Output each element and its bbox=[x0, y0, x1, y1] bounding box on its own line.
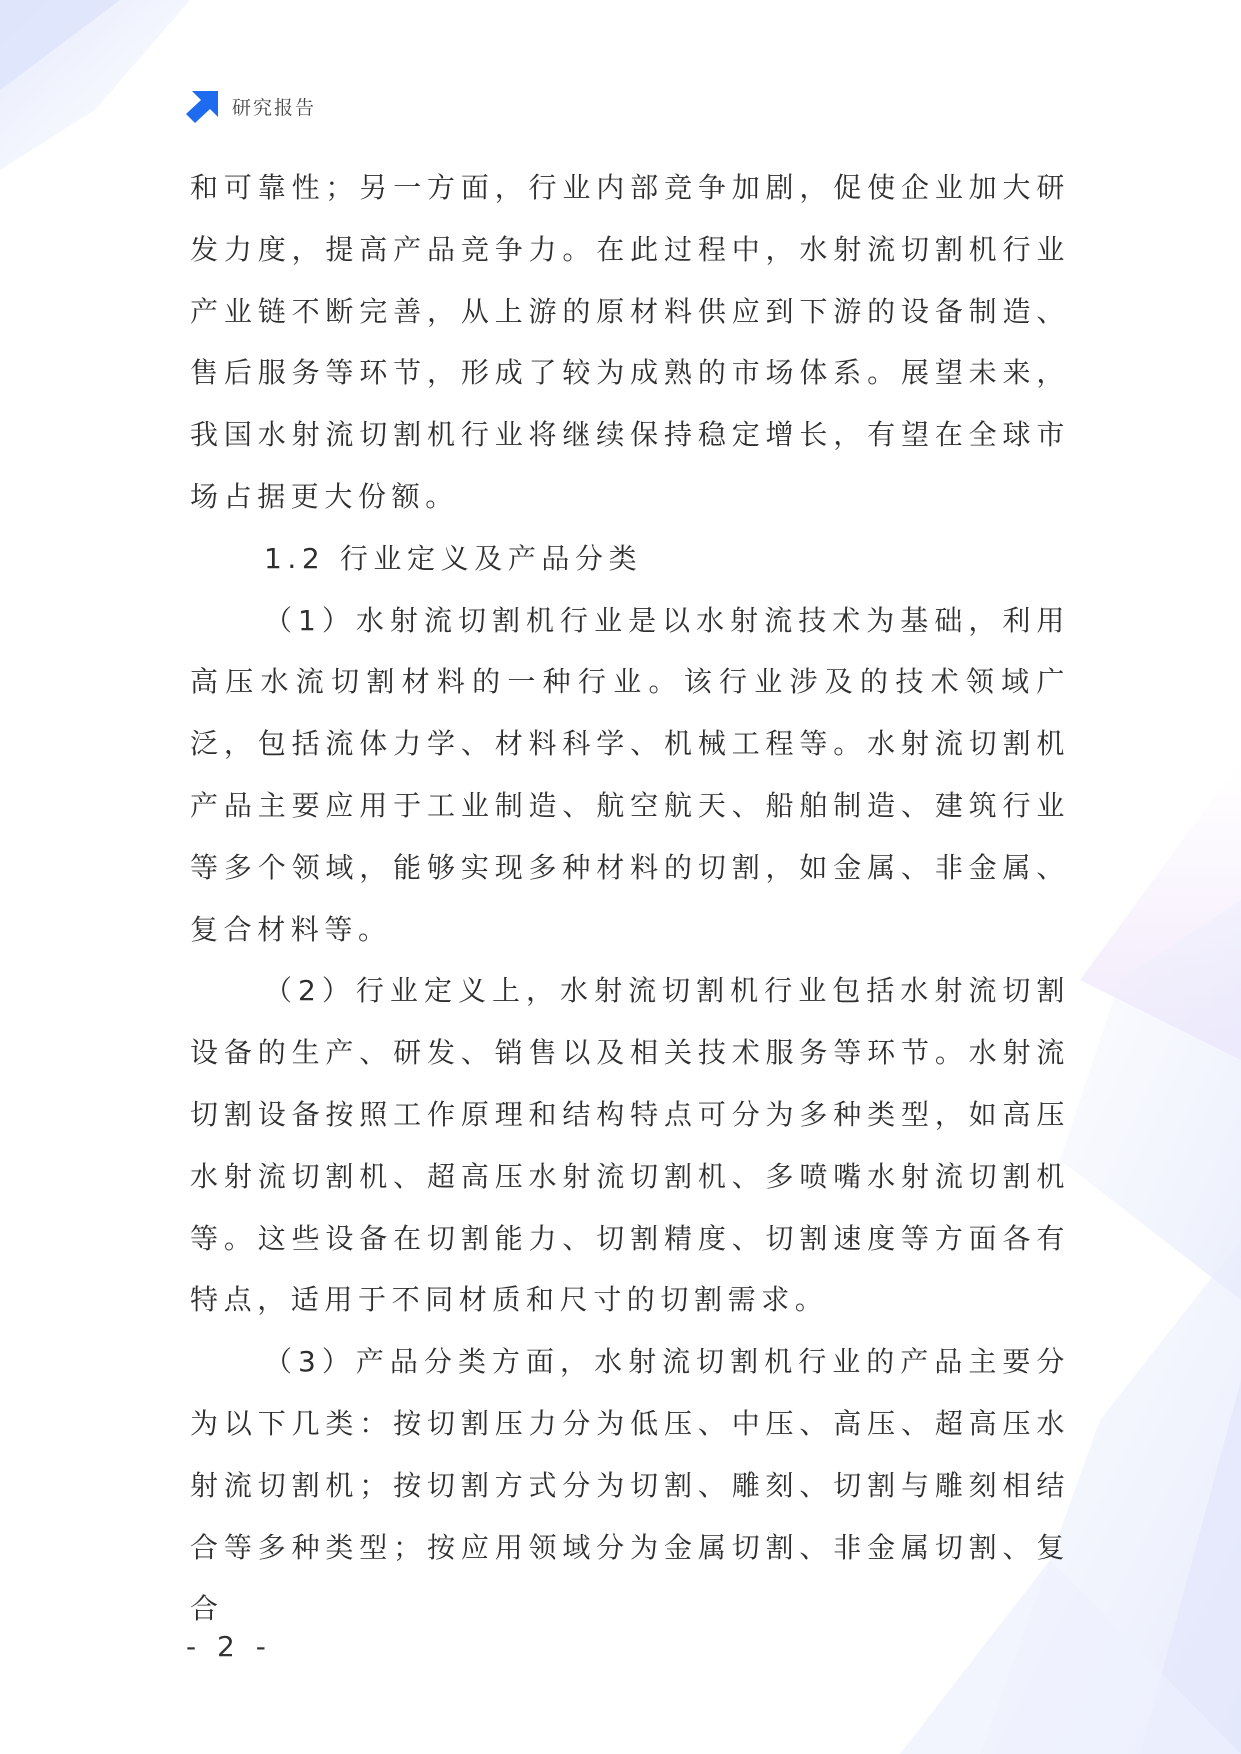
point-paragraph-3: （3）产品分类方面，水射流切割机行业的产品主要分为以下几类：按切割压力分为低压、中压、高压、超高压水射流切割机；按切割方式分为切割、雕刻、切割与雕刻相结合等多种类型；按应用领域分为金属切割、非金属切割、复合 bbox=[190, 1345, 1070, 1626]
page-number: - 2 - bbox=[186, 1630, 272, 1663]
point-paragraph-2: （2）行业定义上，水射流切割机行业包括水射流切割设备的生产、研发、销售以及相关技术服务等环节。水射流切割设备按照工作原理和结构特点可分为多种类型，如高压水射流切割机、超高压水射流切割机、多喷嘴水射流切割机等。这些设备在切割能力、切割精度、切割速度等方面各有特点，适用于不同材质和尺寸的切割需求。 bbox=[190, 974, 1070, 1317]
page-header bbox=[186, 88, 316, 124]
section-heading: 1.2 行业定义及产品分类 bbox=[264, 541, 643, 575]
document-body bbox=[190, 157, 1070, 1640]
arrow-up-right-icon bbox=[186, 89, 220, 123]
point-paragraph-1: （1）水射流切割机行业是以水射流技术为基础，利用高压水流切割材料的一种行业。该行业涉及的技术领域广泛，包括流体力学、材料科学、机械工程等。水射流切割机产品主要应用于工业制造、航空航天、船舶制造、建筑行业等多个领域，能够实现多种材料的切割，如金属、非金属、复合材料等。 bbox=[190, 603, 1070, 946]
body-paragraph: 和可靠性；另一方面，行业内部竞争加剧，促使企业加大研发力度，提高产品竞争力。在此过程中，水射流切割机行业产业链不断完善，从上游的原材料供应到下游的设备制造、售后服务等环节，形成了较为成熟的市场体系。展望未来，我国水射流切割机行业将继续保持稳定增长，有望在全球市场占据更大份额。 bbox=[190, 171, 1070, 513]
header-title: 研究报告 bbox=[232, 96, 317, 119]
